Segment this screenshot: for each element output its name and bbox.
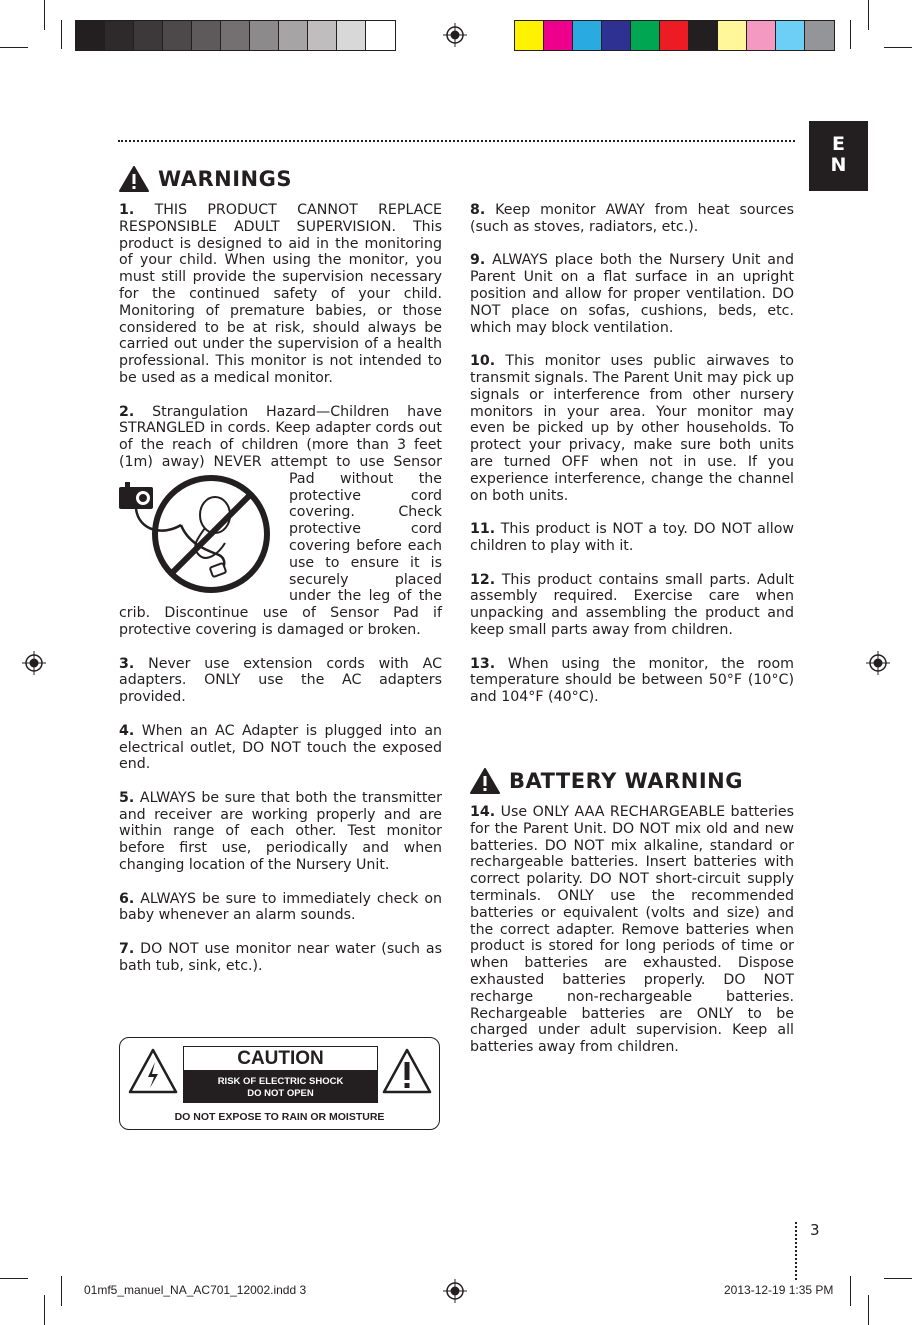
- warning-triangle-icon: [470, 768, 500, 794]
- color-swatch: [250, 21, 279, 50]
- dotted-rule: [118, 140, 795, 142]
- warning-item: 13. When using the monitor, the room temperature should be between 50°F (10°C) and 104°F (40°C).: [470, 655, 794, 706]
- crop-mark: [850, 1276, 851, 1306]
- crop-mark: [0, 47, 28, 48]
- left-column: [119, 202, 442, 991]
- warnings-heading: WARNINGS: [119, 166, 292, 192]
- slug-filename: 01mf5_manuel_NA_AC701_12002.indd 3: [84, 1283, 307, 1297]
- color-swatch: [192, 21, 221, 50]
- crop-mark: [44, 0, 45, 30]
- warning-item: 12. This product contains small parts. Adult assembly required. Exercise care when unpacking and assembling the product and keep small parts away from children.: [470, 571, 794, 638]
- color-swatch: [76, 21, 105, 50]
- crop-mark: [868, 1295, 869, 1325]
- color-swatch: [544, 21, 573, 50]
- crop-mark: [884, 47, 912, 48]
- crop-mark: [61, 1276, 62, 1306]
- color-swatch: [366, 21, 395, 50]
- registration-mark-icon: [443, 23, 467, 47]
- crop-mark: [61, 20, 62, 49]
- registration-mark-icon: [443, 1279, 467, 1303]
- warning-item: 9. ALWAYS place both the Nursery Unit and Parent Unit on a flat surface in an upright position and allow for proper ventilation. DO NOT place on sofas, cushions, beds, etc. which may block ventilation.: [470, 252, 794, 336]
- color-swatch: [718, 21, 747, 50]
- warning-item: 8. Keep monitor AWAY from heat sources (such as stoves, radiators, etc.).: [470, 202, 794, 235]
- color-swatch: [631, 21, 660, 50]
- crop-mark: [850, 20, 851, 49]
- color-swatch: [660, 21, 689, 50]
- color-swatch: [279, 21, 308, 50]
- cord-strangulation-hazard-icon: [119, 473, 281, 596]
- registration-mark-icon: [866, 651, 890, 675]
- warning-item: 5. ALWAYS be sure that both the transmitter and receiver are working properly and are within range of each other. Test monitor before first use, periodically and when changing location of the Nursery Unit.: [119, 789, 442, 874]
- process-color-bar: [514, 20, 835, 51]
- crop-mark: [868, 0, 869, 30]
- caution-title: CAUTION: [184, 1047, 377, 1070]
- warning-item: 1. THIS PRODUCT CANNOT REPLACE RESPONSIBLE ADULT SUPERVISION. This product is designed to aid in the monitoring of your child. When using the monitor, you must still provide the supervision necessary for the continued safety of your child. Monitoring of premature babies, or those considered to be at risk, should always be carried out under the supervision of a health professional. This monitor is not intended to be used as a medical monitor.: [119, 202, 443, 386]
- warning-item: 11. This product is NOT a toy. DO NOT allow children to play with it.: [470, 521, 794, 554]
- page-number: 3: [810, 1221, 820, 1239]
- registration-mark-icon: [22, 651, 46, 675]
- color-swatch: [573, 21, 602, 50]
- warning-item: 7. DO NOT use monitor near water (such as bath tub, sink, etc.).: [119, 941, 442, 974]
- crop-mark: [0, 1278, 28, 1279]
- color-swatch: [163, 21, 192, 50]
- warning-item: 2. Strangulation Hazard—Children have STRANGLED in cords. Keep adapter cords out of the reach of children (more than 3 feet (1m) away) NEVER attempt to use Sensor Pad without the protective cord covering. Check protective cord covering before each use to ensure it is securely placed under the leg of the crib. Discontinue use of Sensor Pad if protective covering is damaged or broken.: [119, 403, 442, 638]
- warning-item: 4. When an AC Adapter is plugged into an electrical outlet, DO NOT touch the exposed end.: [119, 722, 443, 773]
- crop-mark: [44, 1295, 45, 1325]
- warning-item: 3. Never use extension cords with AC adapters. ONLY use the AC adapters provided.: [119, 655, 442, 706]
- battery-warning-text: [470, 804, 794, 1073]
- color-swatch: [308, 21, 337, 50]
- caution-subtext: RISK OF ELECTRIC SHOCK DO NOT OPEN: [217, 1076, 344, 1099]
- color-swatch: [776, 21, 805, 50]
- caution-bottom-text: DO NOT EXPOSE TO RAIN OR MOISTURE: [174, 1111, 385, 1123]
- warning-item: 14. Use ONLY AAA RECHARGEABLE batteries for the Parent Unit. DO NOT mix old and new batteries. DO NOT mix alkaline, standard or rechargeable batteries. Insert batteries with correct polarity. DO NOT short-circuit supply terminals. ONLY use the recommended batteries or equivalent (volts and size) and the correct adapter. Remove batteries when product is stored for long periods of time or when batteries are exhausted. Dispose exhausted batteries properly. DO NOT recharge non-rechargeable batteries. Rechargeable batteries are ONLY to be charged under adult supervision. Keep all batteries away from children.: [470, 804, 794, 1056]
- color-swatch: [337, 21, 366, 50]
- battery-warning-heading: BATTERY WARNING: [470, 768, 743, 794]
- color-swatch: [689, 21, 718, 50]
- warning-triangle-icon: [119, 166, 149, 192]
- slug-date: 2013-12-19 1:35 PM: [724, 1283, 834, 1297]
- color-swatch: [747, 21, 776, 50]
- exclamation-warning-icon: [382, 1048, 432, 1094]
- electric-shock-warning-icon: [128, 1048, 178, 1094]
- page-number-rule: [795, 1222, 797, 1280]
- color-swatch: [221, 21, 250, 50]
- caution-label: [119, 1037, 440, 1130]
- color-swatch: [105, 21, 134, 50]
- crop-mark: [884, 1278, 912, 1279]
- color-swatch: [134, 21, 163, 50]
- right-column: [470, 202, 794, 723]
- gray-color-bar: [75, 20, 396, 51]
- color-swatch: [515, 21, 544, 50]
- warning-item: 10. This monitor uses public airwaves to transmit signals. The Parent Unit may pick up signals or interference from other nursery monitors in your area. Your monitor may even be picked up by other households. To protect your privacy, make sure both units are turned OFF when not in use. If you experience interference, change the channel on both units.: [470, 353, 794, 504]
- language-tab: E N: [809, 121, 868, 191]
- color-swatch: [602, 21, 631, 50]
- color-swatch: [805, 21, 834, 50]
- warning-item: 6. ALWAYS be sure to immediately check on baby whenever an alarm sounds.: [119, 890, 443, 924]
